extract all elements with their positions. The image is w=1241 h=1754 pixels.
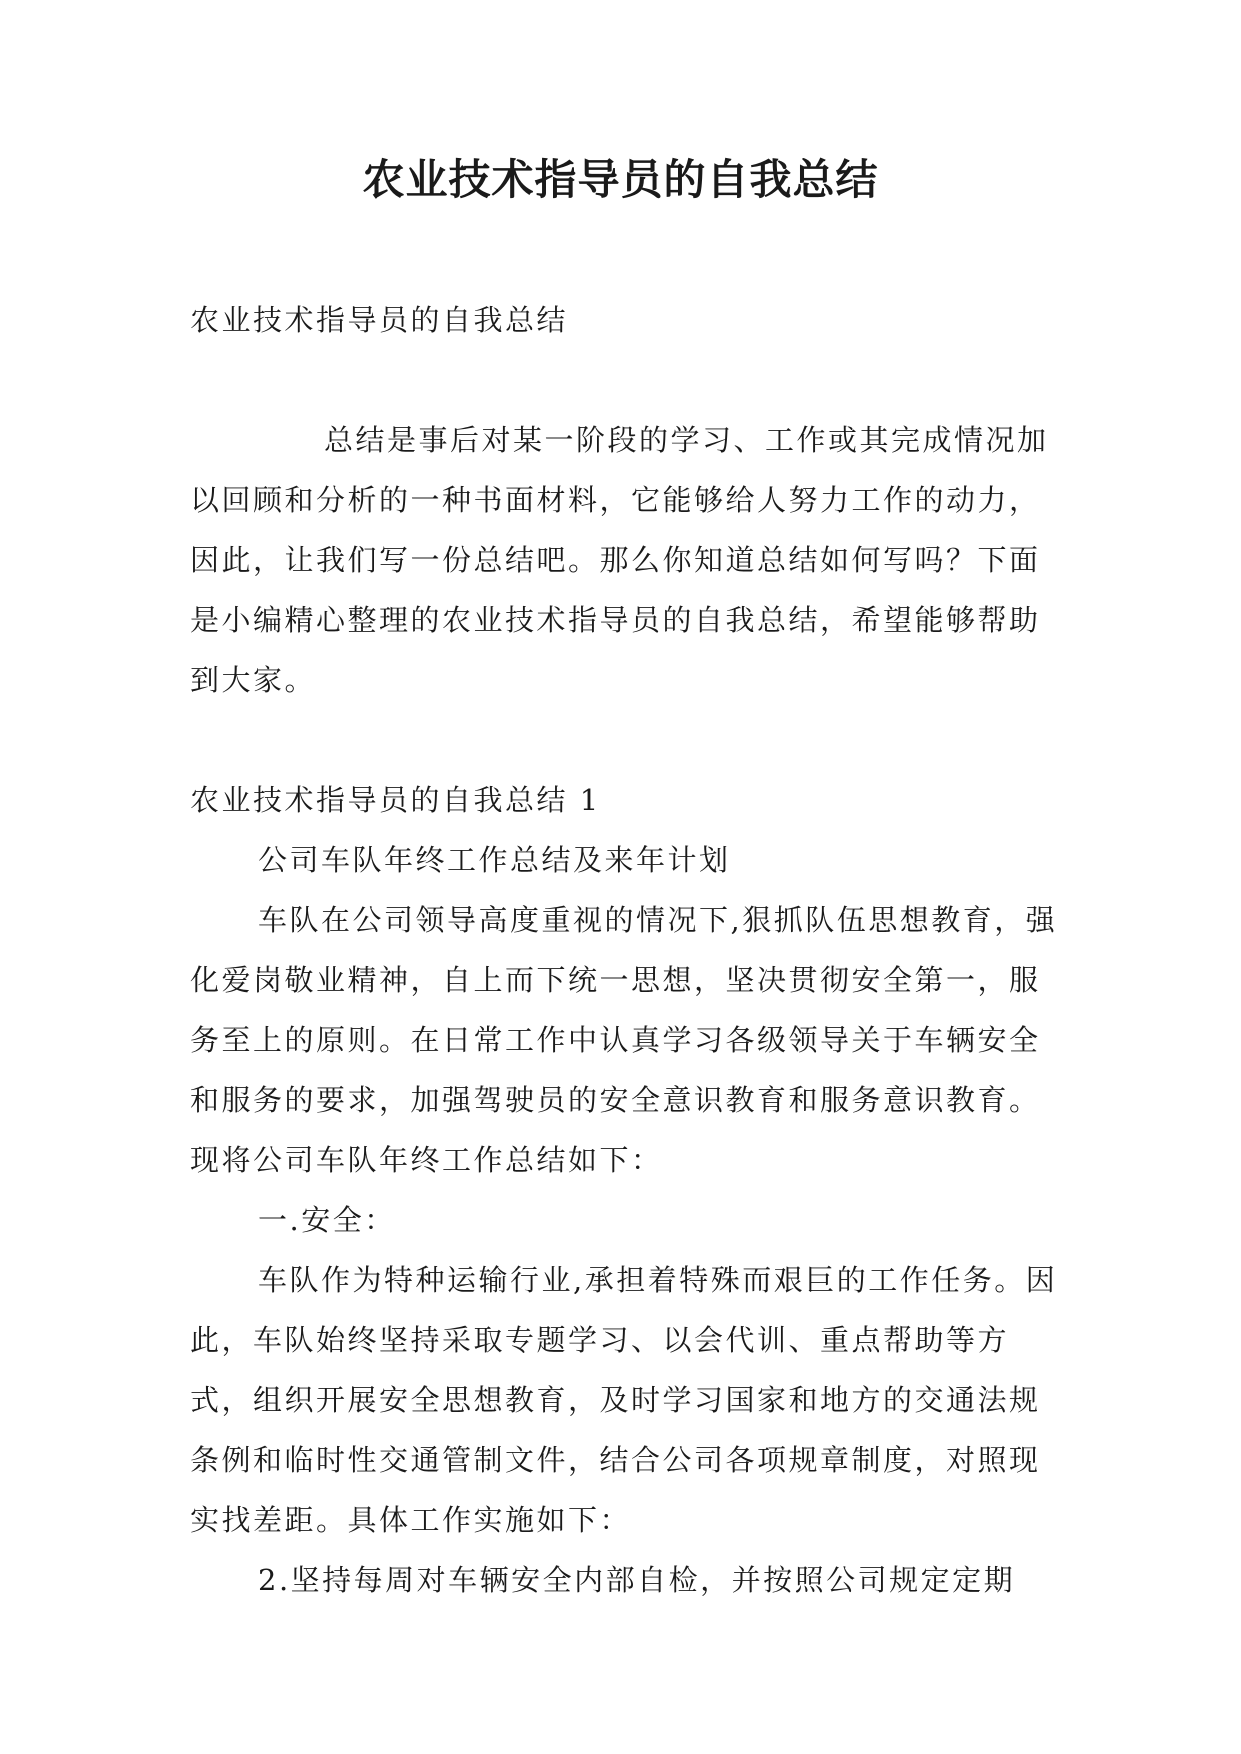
section-subheading: 公司车队年终工作总结及来年计划	[258, 843, 731, 877]
section-heading: 农业技术指导员的自我总结 1	[190, 783, 601, 817]
blank-line	[190, 710, 1060, 770]
document-title: 农业技术指导员的自我总结	[362, 155, 879, 204]
body-paragraph: 车队作为特种运输行业,承担着特殊而艰巨的工作任务。因此，车队始终坚持采取专题学习、以会代训、重点帮助等方式，组织开展安全思想教育，及时学习国家和地方的交通法规条例和临时性交通管制文件，结合公司各项规章制度，对照现实找差距。具体工作实施如下：	[190, 1263, 1058, 1537]
document-subtitle: 农业技术指导员的自我总结	[190, 303, 569, 337]
item-heading: 一.安全：	[258, 1203, 396, 1237]
body-paragraph: 2.坚持每周对车辆安全内部自检，并按照公司规定定期	[258, 1563, 1016, 1597]
intro-paragraph: 总结是事后对某一阶段的学习、工作或其完成情况加以回顾和分析的一种书面材料，它能够给人努力工作的动力，因此，让我们写一份总结吧。那么你知道总结如何写吗？下面是小编精心整理的农业技术指导员的自我总结，希望能够帮助到大家。	[190, 423, 1049, 697]
body-paragraph: 车队在公司领导高度重视的情况下,狠抓队伍思想教育，强化爱岗敬业精神，自上而下统一思想，坚决贯彻安全第一，服务至上的原则。在日常工作中认真学习各级领导关于车辆安全和服务的要求，加强驾驶员的安全意识教育和服务意识教育。 现将公司车队年终工作总结如下：	[190, 903, 1058, 1177]
blank-line	[190, 350, 1060, 410]
document-body	[190, 290, 1060, 1610]
